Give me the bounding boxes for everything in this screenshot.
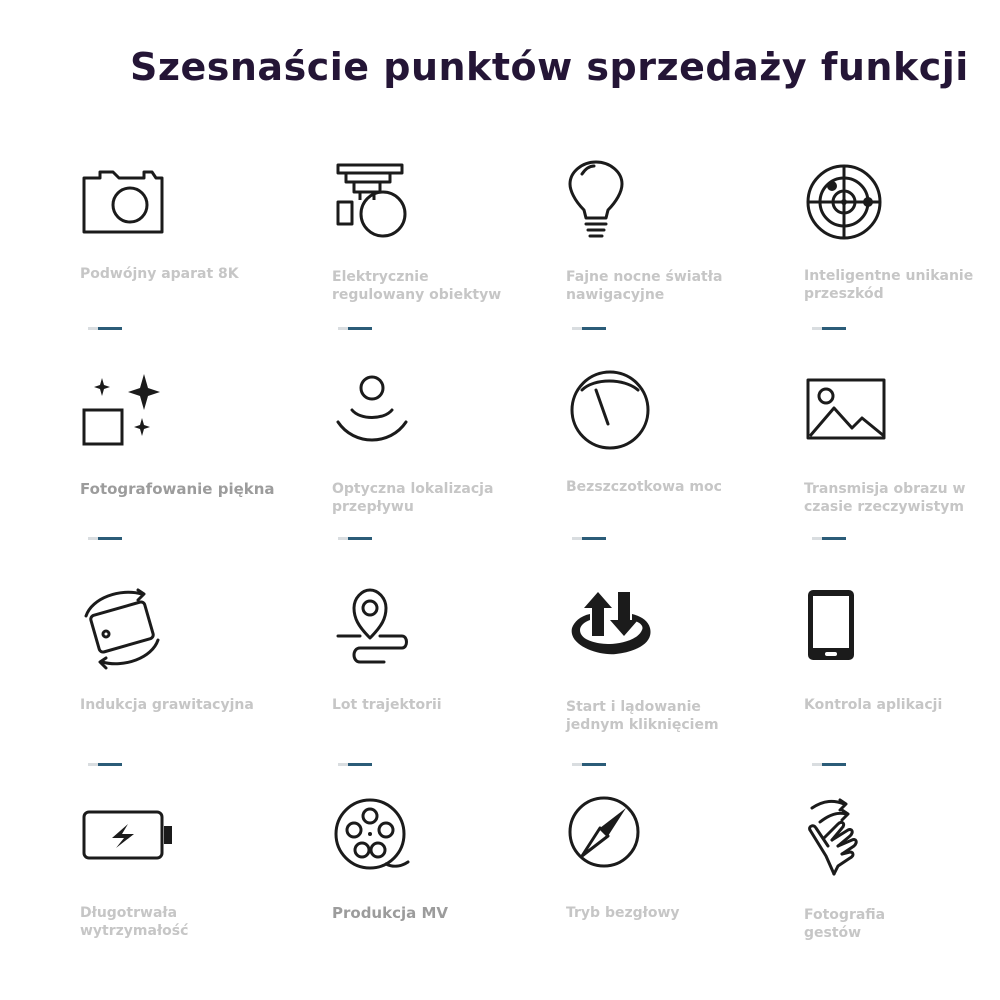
feature-item	[804, 794, 1000, 994]
takeoff-landing-icon	[566, 588, 656, 678]
route-pin-icon	[332, 588, 422, 678]
accent-bar	[572, 327, 606, 330]
feature-item	[332, 372, 542, 572]
feature-item	[332, 794, 542, 994]
battery-icon	[80, 794, 170, 884]
accent-bar	[338, 327, 372, 330]
feature-label: Inteligentne unikanie przeszkód	[804, 268, 974, 302]
accent-bar	[88, 537, 122, 540]
feature-item	[566, 372, 776, 572]
feature-label: Fotografowanie piękna	[80, 480, 275, 498]
page-title: Szesnaście punktów sprzedaży funkcji	[130, 45, 969, 89]
accent-bar	[88, 763, 122, 766]
feature-item	[566, 588, 776, 788]
gimbal-camera-icon	[332, 160, 422, 250]
accent-bar	[812, 537, 846, 540]
feature-item	[804, 160, 1000, 360]
smartphone-icon	[804, 588, 894, 678]
hand-gesture-icon	[804, 794, 894, 884]
accent-bar	[88, 327, 122, 330]
feature-label: Kontrola aplikacji	[804, 697, 943, 713]
feature-item	[566, 160, 776, 360]
feature-item	[80, 160, 290, 360]
feature-label: Fajne nocne światła nawigacyjne	[566, 269, 723, 303]
sparkle-icon	[80, 372, 170, 462]
compass-icon	[566, 794, 656, 884]
image-icon	[804, 372, 894, 462]
camera-icon	[80, 160, 170, 250]
light-bulb-icon	[566, 160, 656, 250]
film-reel-icon	[332, 794, 422, 884]
accent-bar	[572, 537, 606, 540]
optical-flow-icon	[332, 372, 422, 462]
feature-label: Transmisja obrazu w czasie rzeczywistym	[804, 481, 966, 515]
feature-label: Bezszczotkowa moc	[566, 479, 722, 495]
feature-item	[566, 794, 776, 994]
feature-item	[80, 588, 290, 788]
accent-bar	[812, 763, 846, 766]
feature-label: Fotografia gestów	[804, 907, 886, 941]
feature-label: Elektrycznie regulowany obiektyw	[332, 269, 502, 303]
feature-item	[804, 372, 1000, 572]
accent-bar	[572, 763, 606, 766]
feature-item	[804, 588, 1000, 788]
radar-icon	[804, 160, 894, 250]
feature-label: Długotrwała wytrzymałość	[80, 905, 189, 939]
feature-item	[332, 160, 542, 360]
feature-label: Tryb bezgłowy	[566, 905, 680, 921]
phone-rotate-icon	[80, 588, 170, 678]
accent-bar	[812, 327, 846, 330]
feature-label: Podwójny aparat 8K	[80, 266, 239, 282]
gauge-icon	[566, 372, 656, 462]
feature-item	[80, 372, 290, 572]
feature-label: Indukcja grawitacyjna	[80, 697, 254, 713]
accent-bar	[338, 763, 372, 766]
feature-label: Start i lądowanie jednym kliknięciem	[566, 699, 719, 733]
accent-bar	[338, 537, 372, 540]
feature-label: Produkcja MV	[332, 904, 449, 922]
feature-item	[332, 588, 542, 788]
feature-label: Lot trajektorii	[332, 697, 442, 713]
feature-item	[80, 794, 290, 994]
feature-label: Optyczna lokalizacja przepływu	[332, 481, 494, 515]
